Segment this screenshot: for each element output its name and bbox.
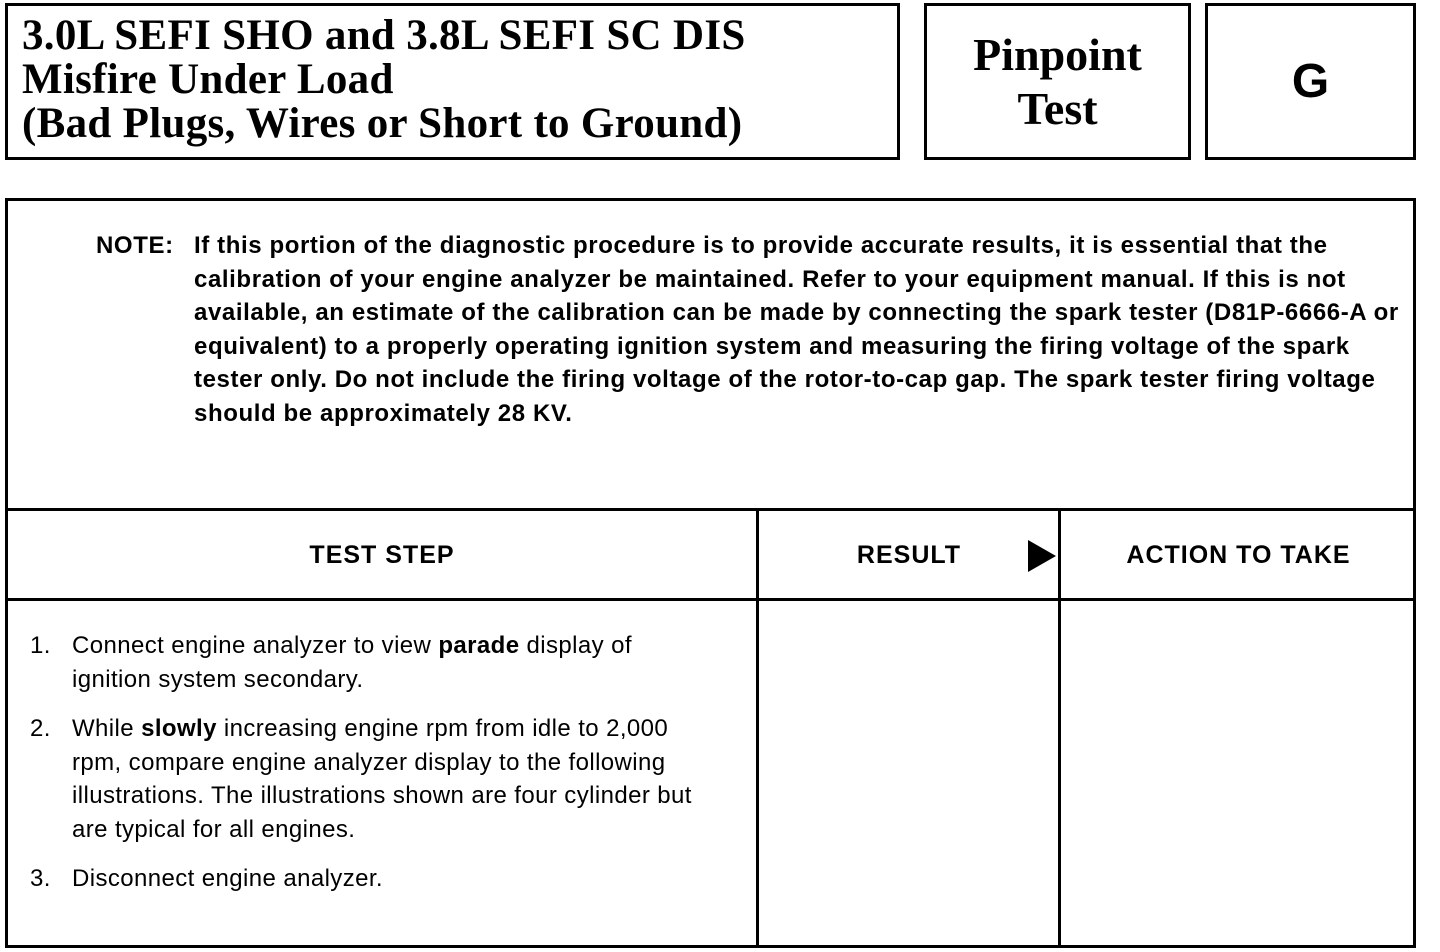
- step-text: Disconnect engine analyzer.: [72, 865, 383, 892]
- step-text: Connect engine analyzer to view parade display of ignition system secondary.: [72, 632, 632, 693]
- title-box: [5, 3, 900, 160]
- column-header-test-step: TEST STEP: [309, 540, 455, 569]
- step-emphasis: parade: [438, 632, 520, 659]
- step-number: 3.: [30, 865, 51, 892]
- pinpoint-label: Pinpoint: [973, 28, 1142, 80]
- title-line-1: 3.0L SEFI SHO and 3.8L SEFI SC DIS: [22, 12, 746, 59]
- step-text: While slowly increasing engine rpm from idle to 2,000 rpm, compare engine analyzer display to the following illustrations. The illustrations shown are four cylinder but are typical for all engines.: [72, 715, 692, 843]
- test-letter: G: [1291, 55, 1330, 108]
- procedure-table: [5, 198, 1416, 948]
- test-step: [30, 712, 710, 846]
- test-step: [30, 862, 710, 896]
- test-steps: [30, 629, 710, 912]
- column-header-action: ACTION TO TAKE: [1126, 540, 1351, 569]
- column-header-result: RESULT: [856, 540, 962, 569]
- test-step: [30, 629, 710, 696]
- title-line-3: (Bad Plugs, Wires or Short to Ground): [22, 100, 743, 147]
- step-number: 1.: [30, 632, 51, 659]
- test-label: Test: [1017, 82, 1098, 134]
- note-text: If this portion of the diagnostic procedure is to provide accurate results, it is essential that the calibration of your engine analyzer be maintained. Refer to your equipment manual. If this is not available, an estimate of the calibration can be made by connecting the spark tester (D81P-6666-A or equivalent) to a properly operating ignition system and measuring the firing voltage of the spark tester only. Do not include the firing voltage of the rotor-to-cap gap. The spark tester firing voltage should be approximately 28 KV.: [194, 232, 1399, 427]
- step-emphasis: slowly: [141, 715, 217, 742]
- note-label: NOTE:: [96, 232, 174, 259]
- title-line-2: Misfire Under Load: [22, 56, 394, 103]
- step-number: 2.: [30, 715, 51, 742]
- test-letter-box: [1205, 3, 1416, 160]
- triangle-right-icon: [1028, 540, 1056, 572]
- pinpoint-test-box: [924, 3, 1191, 160]
